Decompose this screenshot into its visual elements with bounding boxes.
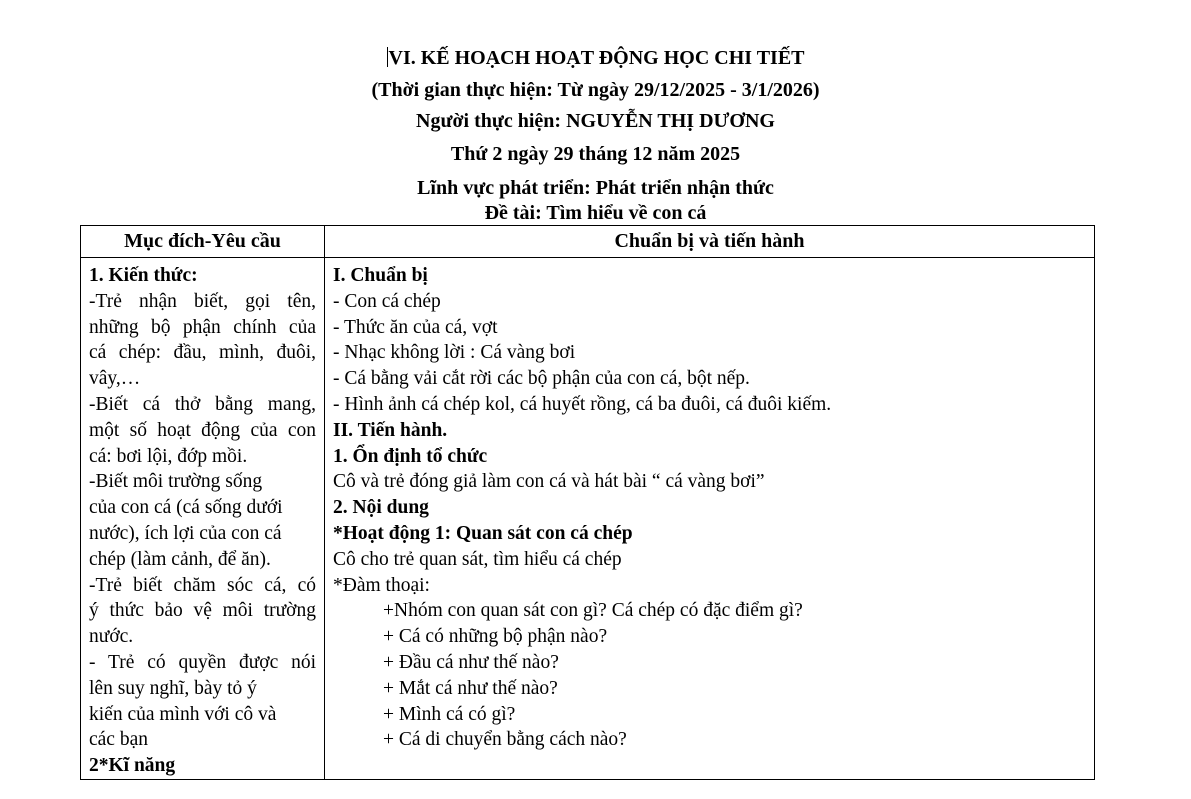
preparation-item: - Nhạc không lời : Cá vàng bơi: [333, 342, 576, 364]
col-header-objectives: Mục đích-Yêu cầu: [81, 226, 325, 258]
teacher-line: Người thực hiện: NGUYỄN THỊ DƯƠNG: [416, 110, 775, 132]
preparation-heading: I. Chuẩn bị: [333, 265, 428, 286]
objective-line: ý thức bảo vệ môi trường: [89, 600, 316, 622]
dialogue-question: + Cá có những bộ phận nào?: [383, 626, 608, 648]
stabilize-heading: 1. Ổn định tổ chức: [333, 445, 488, 467]
lesson-plan-table: [80, 225, 1095, 780]
skills-heading: 2*Kĩ năng: [89, 755, 176, 777]
content-heading: 2. Nội dung: [333, 497, 429, 519]
procedure-heading: II. Tiến hành.: [333, 419, 448, 441]
objective-line: chép (làm cảnh, để ăn).: [89, 548, 271, 570]
dialogue-question: + Mình cá có gì?: [383, 703, 516, 725]
preparation-item: - Con cá chép: [333, 290, 441, 312]
topic-line: Đề tài: Tìm hiểu về con cá: [484, 202, 707, 224]
procedure-line: Cô cho trẻ quan sát, tìm hiểu cá chép: [333, 548, 622, 570]
objective-line: cá: bơi lội, đớp mồi.: [89, 445, 248, 467]
dialogue-question: +Nhóm con quan sát con gì? Cá chép có đặc điểm gì?: [383, 600, 803, 622]
preparation-item: - Cá bằng vải cắt rời các bộ phận của con cá, bột nếp.: [333, 368, 750, 390]
activity-1-heading: *Hoạt động 1: Quan sát con cá chép: [333, 522, 633, 544]
document-title: [0, 47, 1191, 69]
objective-line: của con cá (cá sống dưới: [89, 497, 283, 519]
objectives-cell: [81, 258, 325, 780]
objective-line: các bạn: [89, 729, 148, 751]
document-title-text: VI. KẾ HOẠCH HOẠT ĐỘNG HỌC CHI TIẾT: [388, 47, 805, 69]
objective-line: những bộ phận chính của: [89, 316, 316, 338]
period-line: (Thời gian thực hiện: Từ ngày 29/12/2025 - 3/1/2026): [371, 79, 820, 101]
date-line: Thứ 2 ngày 29 tháng 12 năm 2025: [450, 143, 741, 165]
dialogue-label: *Đàm thoại:: [333, 574, 430, 596]
objective-line: một số hoạt động của con: [89, 419, 316, 441]
table-body-row: [81, 258, 1095, 780]
preparation-cell: [325, 258, 1095, 780]
preparation-item: - Hình ảnh cá chép kol, cá huyết rồng, cá ba đuôi, cá đuôi kiếm.: [333, 393, 832, 415]
dialogue-question: + Mắt cá như thế nào?: [383, 677, 558, 699]
col-header-preparation: Chuẩn bị và tiến hành: [325, 226, 1095, 258]
objective-line: cá chép: đầu, mình, đuôi,: [89, 342, 316, 364]
preparation-item: - Thức ăn của cá, vợt: [333, 316, 498, 338]
dialogue-question: + Đầu cá như thế nào?: [383, 651, 559, 673]
objective-line: - Trẻ có quyền được nói: [89, 651, 316, 673]
objective-line: -Biết môi trường sống: [89, 471, 263, 493]
dialogue-question: + Cá di chuyển bằng cách nào?: [383, 729, 627, 751]
objective-line: kiến của mình với cô và: [89, 703, 277, 725]
procedure-line: Cô và trẻ đóng giả làm con cá và hát bài “ cá vàng bơi”: [333, 471, 765, 493]
objective-line: -Biết cá thở bằng mang,: [89, 393, 316, 415]
objective-line: nước.: [89, 626, 134, 648]
objective-line: vây,…: [89, 368, 141, 390]
table-header-row: [81, 226, 1095, 258]
field-line: Lĩnh vực phát triển: Phát triển nhận thức: [417, 177, 774, 199]
text-cursor: [387, 47, 388, 67]
objective-line: -Trẻ biết chăm sóc cá, có: [89, 574, 316, 596]
objective-line: nước), ích lợi của con cá: [89, 522, 282, 544]
objective-line: -Trẻ nhận biết, gọi tên,: [89, 290, 316, 312]
objective-line: lên suy nghĩ, bày tỏ ý: [89, 677, 257, 699]
knowledge-heading: 1. Kiến thức:: [89, 265, 198, 286]
